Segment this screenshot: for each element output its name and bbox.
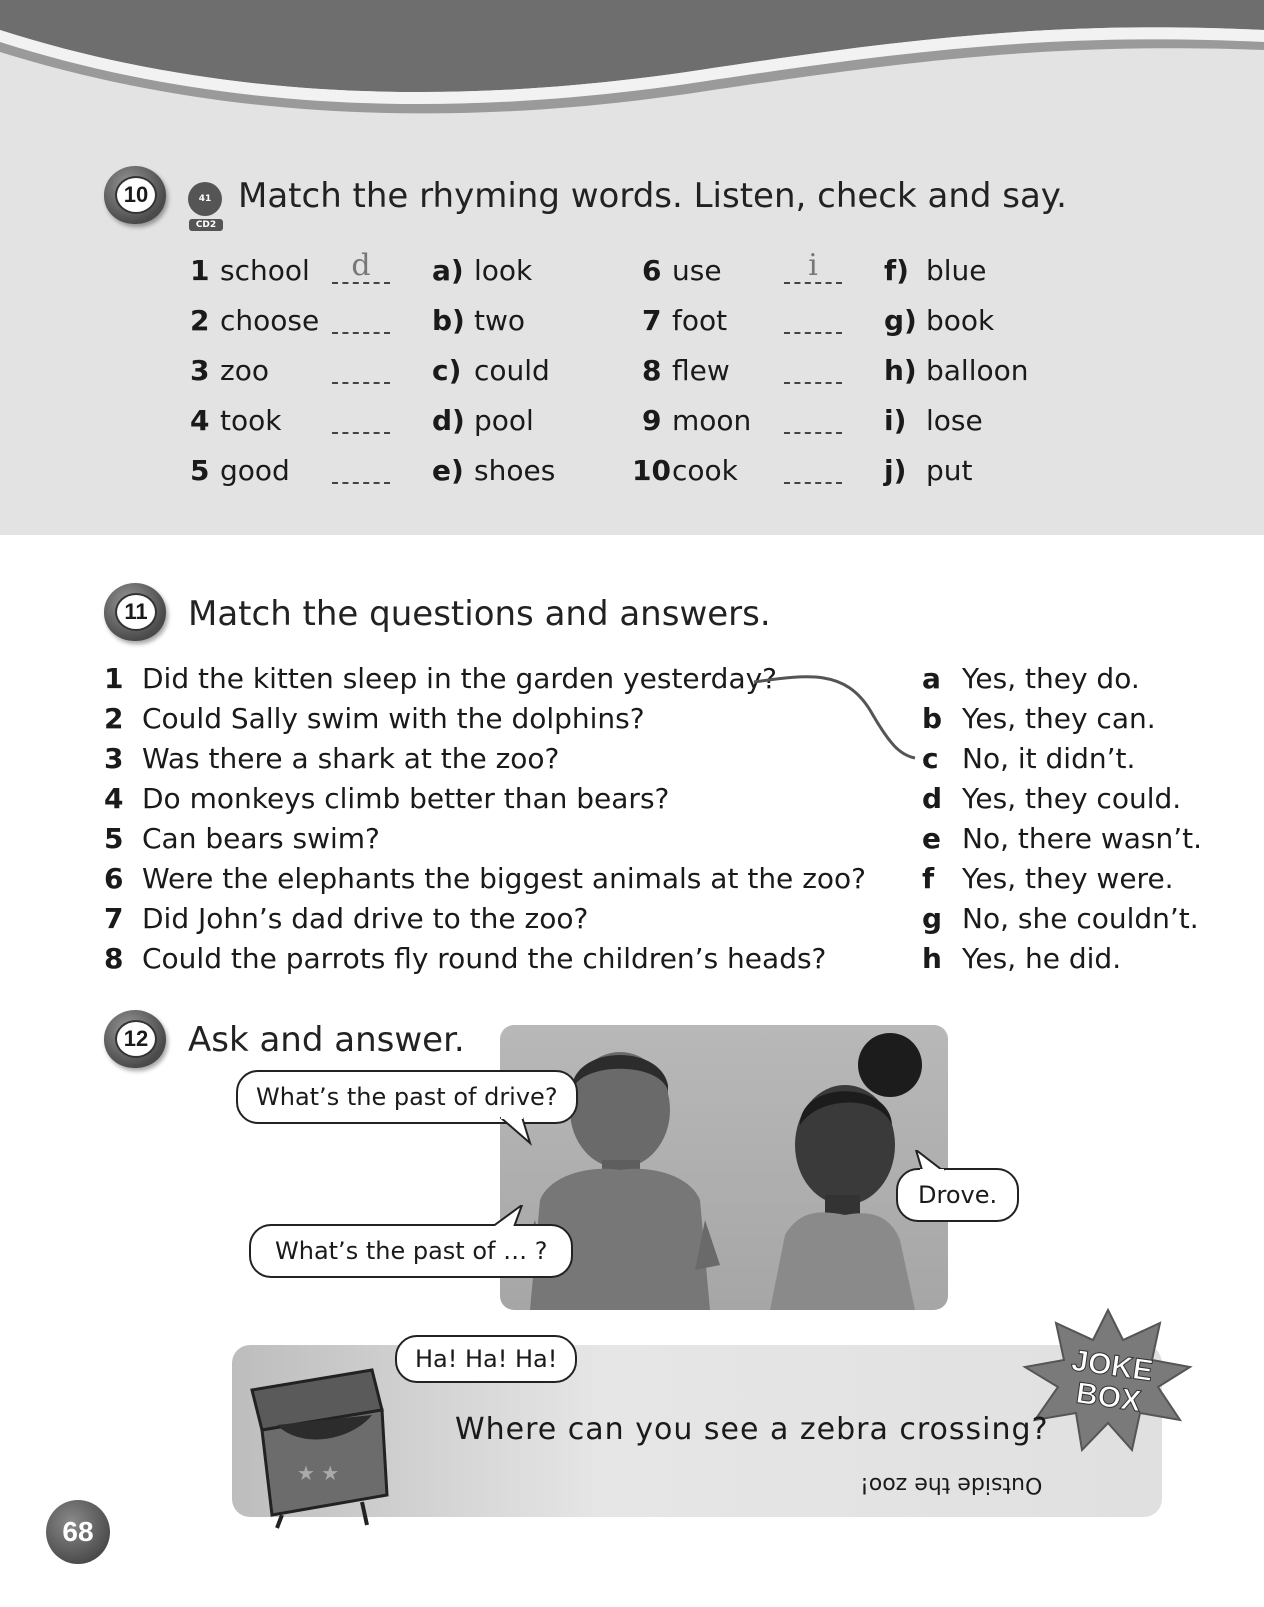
- joke-badge-line1: JOKE: [1069, 1343, 1155, 1389]
- answer-text: Yes, he did.: [962, 942, 1122, 975]
- answer-letter: d: [922, 782, 943, 815]
- match-word: could: [474, 354, 550, 387]
- word: zoo: [220, 354, 269, 387]
- match-word: two: [474, 304, 526, 337]
- answer-text: No, there wasn’t.: [962, 822, 1203, 855]
- item-number: 7: [642, 304, 662, 337]
- item-number: 2: [190, 304, 210, 337]
- match-word: blue: [926, 254, 987, 287]
- audio-cd-icon[interactable]: [186, 182, 226, 234]
- answer-blank[interactable]: [332, 432, 390, 434]
- speech-bubble-answer: Drove.: [896, 1168, 1019, 1222]
- exercise-number-badge: 11: [104, 583, 166, 641]
- speech-bubble-question: What’s the past of drive?: [236, 1070, 578, 1124]
- svg-text:★ ★: ★ ★: [297, 1461, 340, 1485]
- option-letter: b): [432, 304, 465, 337]
- example-match-line: [750, 670, 920, 765]
- answer-letter: e: [922, 822, 941, 855]
- cd-label: CD2: [189, 219, 223, 231]
- match-word: book: [926, 304, 995, 337]
- word: moon: [672, 404, 752, 437]
- speech-bubble-question: What’s the past of … ?: [249, 1224, 573, 1278]
- answer-text: No, she couldn’t.: [962, 902, 1199, 935]
- answer-letter: c: [922, 742, 939, 775]
- page-number: 68: [46, 1500, 110, 1564]
- option-letter: c): [432, 354, 462, 387]
- item-number: 1: [190, 254, 210, 287]
- play-icon: 41: [188, 182, 222, 216]
- joke-badge-line2: BOX: [1074, 1376, 1144, 1419]
- question-text: Was there a shark at the zoo?: [142, 742, 560, 775]
- option-letter: e): [432, 454, 464, 487]
- answer-blank[interactable]: [784, 482, 842, 484]
- question-number: 7: [104, 902, 124, 935]
- question-number: 6: [104, 862, 124, 895]
- answer-filled: i: [808, 248, 818, 283]
- question-number: 8: [104, 942, 124, 975]
- answer-letter: b: [922, 702, 943, 735]
- question-text: Could the parrots fly round the children’s heads?: [142, 942, 827, 975]
- answer-letter: g: [922, 902, 943, 935]
- option-letter: i): [884, 404, 907, 437]
- item-number: 10: [632, 454, 671, 487]
- match-word: lose: [926, 404, 983, 437]
- question-text: Did the kitten sleep in the garden yesterday?: [142, 662, 778, 695]
- question-number: 4: [104, 782, 124, 815]
- answer-text: No, it didn’t.: [962, 742, 1136, 775]
- question-number: 2: [104, 702, 124, 735]
- question-text: Could Sally swim with the dolphins?: [142, 702, 645, 735]
- exercise-number-badge: 12: [104, 1010, 166, 1068]
- exercise-12-instruction: Ask and answer.: [188, 1020, 465, 1060]
- answer-text: Yes, they can.: [962, 702, 1156, 735]
- option-letter: h): [884, 354, 917, 387]
- item-number: 9: [642, 404, 662, 437]
- match-word: balloon: [926, 354, 1029, 387]
- item-number: 4: [190, 404, 210, 437]
- match-word: look: [474, 254, 533, 287]
- match-word: put: [926, 454, 973, 487]
- option-letter: f): [884, 254, 909, 287]
- match-word: shoes: [474, 454, 556, 487]
- exercise-10-instruction: Match the rhyming words. Listen, check and say.: [238, 176, 1067, 216]
- word: good: [220, 454, 290, 487]
- laugh-bubble: Ha! Ha! Ha!: [395, 1335, 577, 1383]
- answer-text: Yes, they do.: [962, 662, 1140, 695]
- question-number: 5: [104, 822, 124, 855]
- option-letter: a): [432, 254, 464, 287]
- answer-letter: h: [922, 942, 942, 975]
- answer-filled: d: [351, 248, 371, 283]
- answer-blank[interactable]: [784, 332, 842, 334]
- option-letter: d): [432, 404, 465, 437]
- word: use: [672, 254, 722, 287]
- bubble-tail: [492, 1205, 532, 1229]
- word: school: [220, 254, 310, 287]
- answer-blank[interactable]: [332, 382, 390, 384]
- word: took: [220, 404, 282, 437]
- match-word: pool: [474, 404, 534, 437]
- answer-text: Yes, they could.: [962, 782, 1182, 815]
- question-text: Did John’s dad drive to the zoo?: [142, 902, 589, 935]
- word: flew: [672, 354, 730, 387]
- joke-answer-upside-down: Outside the zoo!: [860, 1472, 1043, 1497]
- answer-blank[interactable]: [332, 482, 390, 484]
- answer-letter: a: [922, 662, 941, 695]
- bubble-tail: [912, 1150, 952, 1172]
- question-number: 3: [104, 742, 124, 775]
- item-number: 8: [642, 354, 662, 387]
- item-number: 3: [190, 354, 210, 387]
- word: choose: [220, 304, 320, 337]
- header-wave: [0, 0, 1264, 140]
- exercise-11-instruction: Match the questions and answers.: [188, 594, 771, 634]
- question-text: Were the elephants the biggest animals at the zoo?: [142, 862, 867, 895]
- answer-blank[interactable]: [784, 382, 842, 384]
- answer-blank[interactable]: [784, 432, 842, 434]
- option-letter: j): [884, 454, 907, 487]
- item-number: 6: [642, 254, 662, 287]
- option-letter: g): [884, 304, 917, 337]
- question-text: Do monkeys climb better than bears?: [142, 782, 670, 815]
- bubble-tail: [500, 1117, 540, 1147]
- answer-text: Yes, they were.: [962, 862, 1174, 895]
- item-number: 5: [190, 454, 210, 487]
- joke-question: Where can you see a zebra crossing?: [455, 1412, 1049, 1447]
- treasure-chest-icon: [222, 1330, 402, 1530]
- word: cook: [672, 454, 738, 487]
- exercise-number-badge: 10: [104, 166, 166, 224]
- question-text: Can bears swim?: [142, 822, 380, 855]
- answer-blank[interactable]: [332, 332, 390, 334]
- question-number: 1: [104, 662, 124, 695]
- word: foot: [672, 304, 728, 337]
- answer-letter: f: [922, 862, 935, 895]
